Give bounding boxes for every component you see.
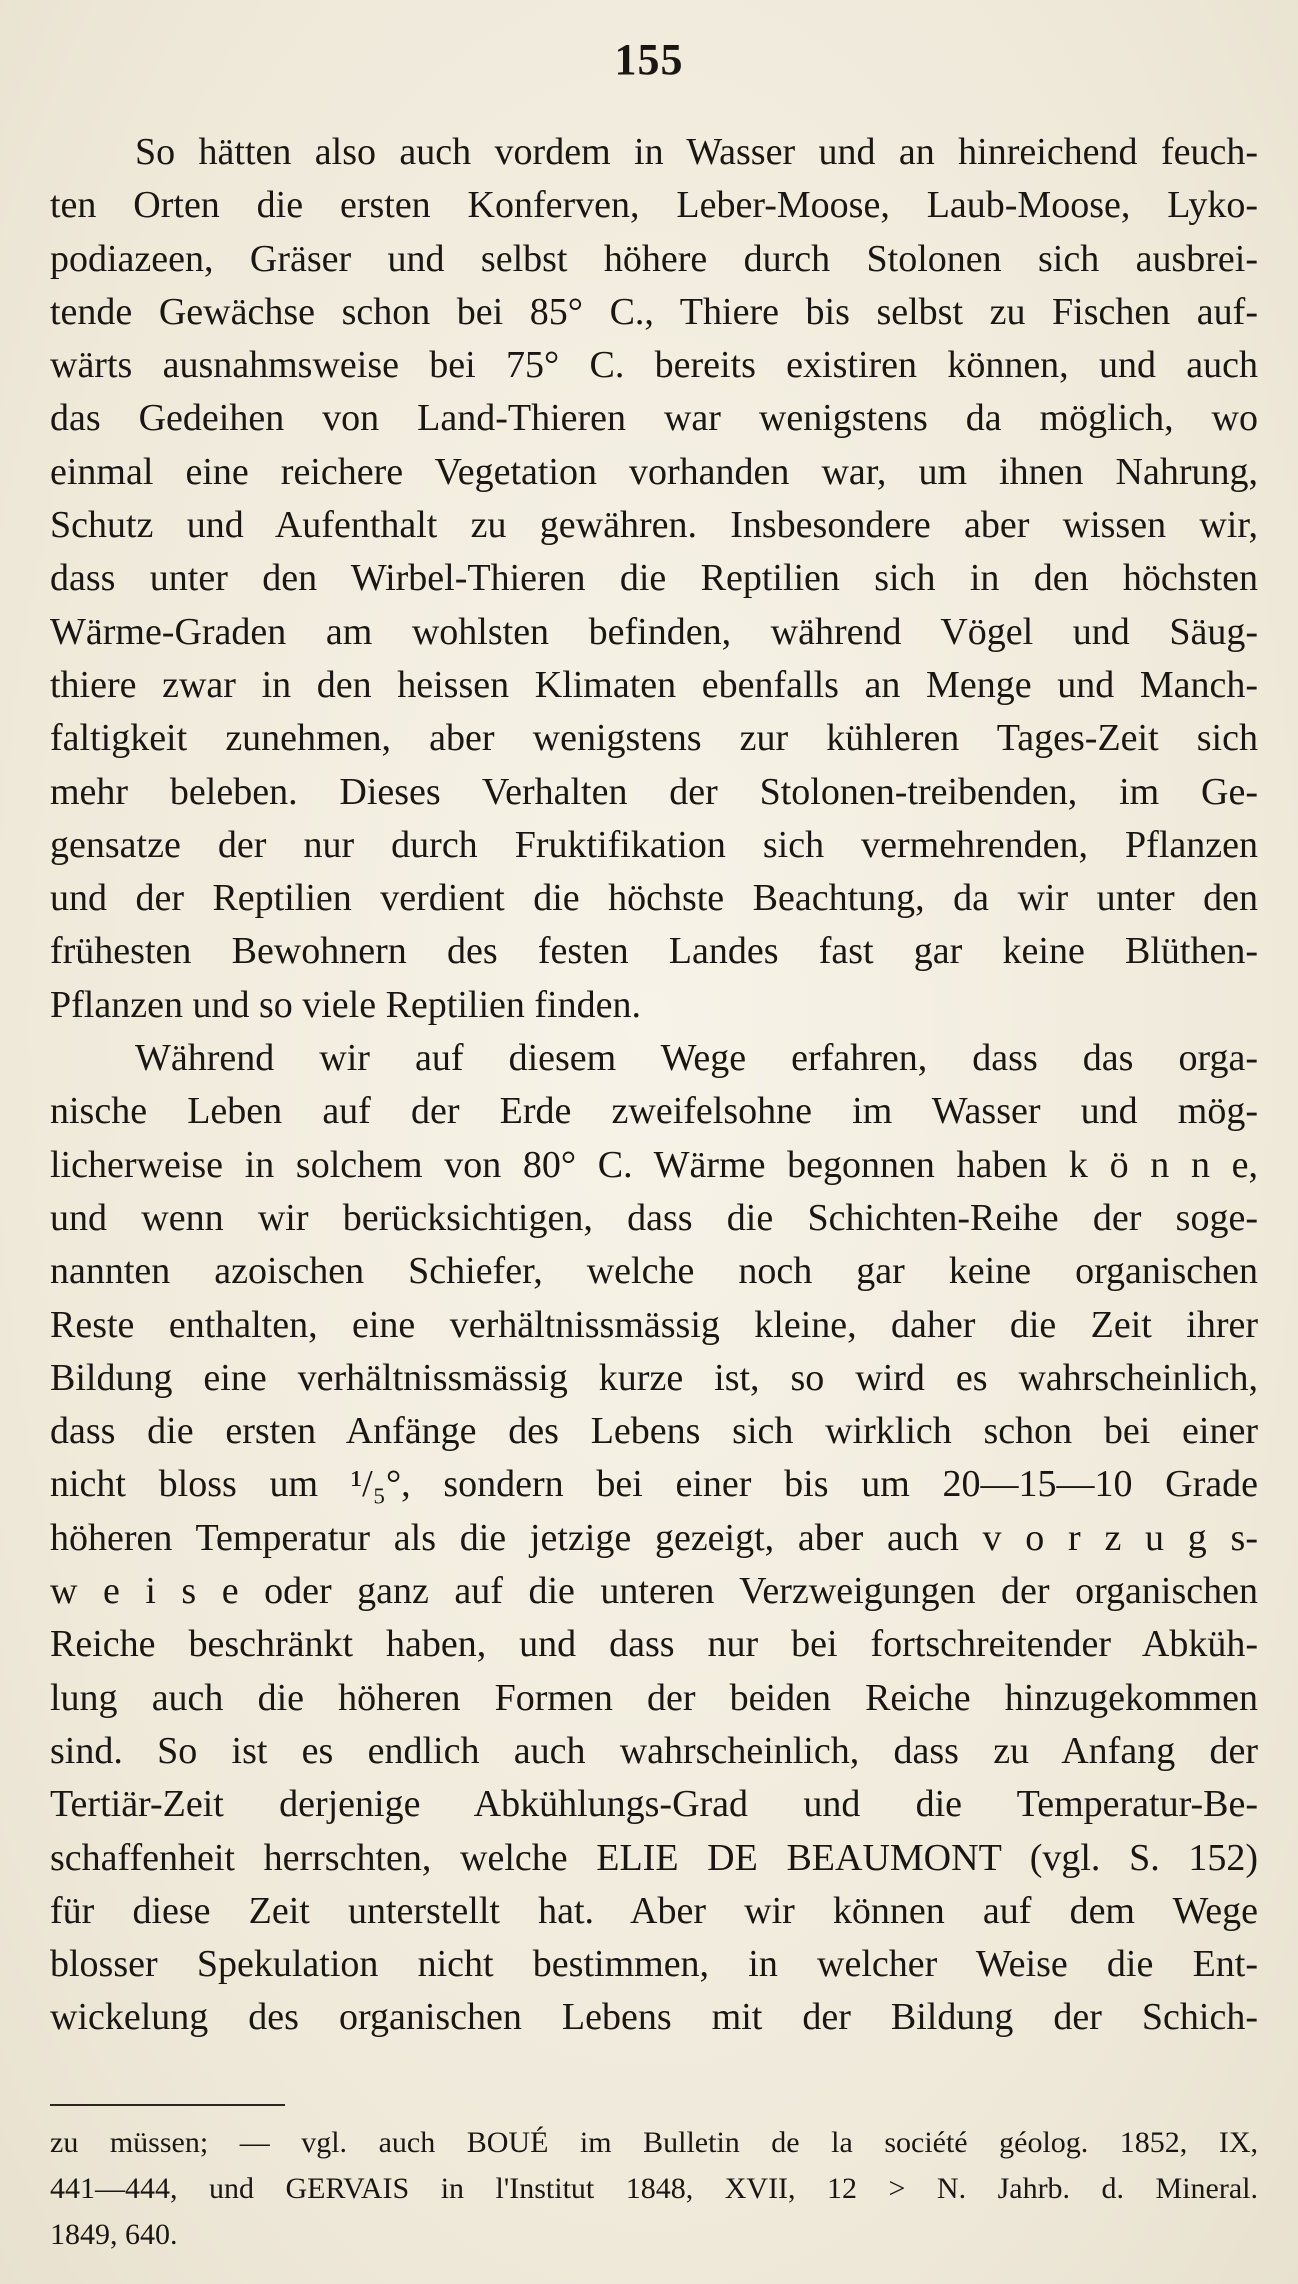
text-line: Bildung eine verhältnissmässig kurze ist, so wird es wahrscheinlich, — [50, 1356, 1258, 1399]
page-number: 155 — [614, 35, 684, 84]
text-line: Reste enthalten, eine verhältnissmässig kleine, daher die Zeit ihrer — [50, 1303, 1258, 1346]
paragraph-1 — [50, 126, 1258, 1032]
paragraph-2 — [50, 1032, 1258, 2045]
text-line: lung auch die höheren Formen der beiden Reiche hinzugekommen — [50, 1676, 1258, 1719]
text-line: sind. So ist es endlich auch wahrscheinlich, dass zu Anfang der — [50, 1729, 1258, 1772]
text-line: wärts ausnahmsweise bei 75° C. bereits existiren können, und auch — [50, 344, 1258, 387]
text-line: Pflanzen und so viele Reptilien finden. — [50, 983, 641, 1026]
text-line: mehr beleben. Dieses Verhalten der Stolonen-treibenden, im Ge- — [50, 770, 1258, 813]
footnote — [50, 2120, 1258, 2258]
text-line: thiere zwar in den heissen Klimaten ebenfalls an Menge und Manch- — [50, 663, 1258, 706]
text-line: höheren Temperatur als die jetzige gezeigt, aber auch v o r z u g s- — [50, 1516, 1258, 1559]
text-line: gensatze der nur durch Fruktifikation sich vermehrenden, Pflanzen — [50, 823, 1258, 866]
text-line: tende Gewächse schon bei 85° C., Thiere bis selbst zu Fischen auf- — [50, 290, 1258, 333]
footnote-divider — [50, 2104, 285, 2106]
body-text — [50, 126, 1258, 2045]
text-line: Wärme-Graden am wohlsten befinden, während Vögel und Säug- — [50, 610, 1258, 653]
text-line: nannten azoischen Schiefer, welche noch gar keine organischen — [50, 1250, 1258, 1293]
text-line: w e i s e oder ganz auf die unteren Verzweigungen der organischen — [50, 1570, 1258, 1613]
text-line: dass die ersten Anfänge des Lebens sich wirklich schon bei einer — [50, 1410, 1258, 1453]
footnote-line: zu müssen; — vgl. auch BOUÉ im Bulletin de la société géolog. 1852, IX, — [50, 2126, 1258, 2159]
text-line: licherweise in solchem von 80° C. Wärme begonnen haben k ö n n e, — [50, 1143, 1258, 1186]
text-line: Reiche beschränkt haben, und dass nur bei fortschreitender Abküh- — [50, 1623, 1258, 1666]
text-line: faltigkeit zunehmen, aber wenigstens zur kühleren Tages-Zeit sich — [50, 717, 1258, 760]
text-line: für diese Zeit unterstellt hat. Aber wir können auf dem Wege — [50, 1889, 1258, 1932]
footnote-line: 1849, 640. — [50, 2218, 178, 2251]
text-line: Tertiär-Zeit derjenige Abkühlungs-Grad und die Temperatur-Be- — [50, 1783, 1258, 1826]
text-line: podiazeen, Gräser und selbst höhere durch Stolonen sich ausbrei- — [50, 237, 1258, 280]
text-line: dass unter den Wirbel-Thieren die Reptilien sich in den höchsten — [50, 557, 1258, 600]
text-line: So hätten also auch vordem in Wasser und an hinreichend feuch- — [135, 131, 1258, 173]
text-line: einmal eine reichere Vegetation vorhanden war, um ihnen Nahrung, — [50, 450, 1258, 493]
text-line: ten Orten die ersten Konferven, Leber-Moose, Laub-Moose, Lyko- — [50, 184, 1258, 227]
text-line: und der Reptilien verdient die höchste Beachtung, da wir unter den — [50, 877, 1258, 920]
text-line: das Gedeihen von Land-Thieren war wenigstens da möglich, wo — [50, 397, 1258, 440]
text-line: schaffenheit herrschten, welche ELIE DE BEAUMONT (vgl. S. 152) — [50, 1836, 1258, 1879]
text-line: frühesten Bewohnern des festen Landes fast gar keine Blüthen- — [50, 930, 1258, 973]
text-line: blosser Spekulation nicht bestimmen, in welcher Weise die Ent- — [50, 1943, 1258, 1986]
text-line: wickelung des organischen Lebens mit der Bildung der Schich- — [50, 1996, 1258, 2039]
text-line: Schutz und Aufenthalt zu gewähren. Insbesondere aber wissen wir, — [50, 504, 1258, 547]
text-line: nische Leben auf der Erde zweifelsohne im Wasser und mög- — [50, 1090, 1258, 1133]
text-line: Während wir auf diesem Wege erfahren, dass das orga- — [135, 1037, 1258, 1080]
footnote-line: 441—444, und GERVAIS in l'Institut 1848, XVII, 12 > N. Jahrb. d. Mineral. — [50, 2172, 1258, 2205]
text-line: und wenn wir berücksichtigen, dass die Schichten-Reihe der soge- — [50, 1196, 1258, 1239]
text-line: nicht bloss um ¹/₅°, sondern bei einer bis um 20—15—10 Grade — [50, 1463, 1258, 1506]
